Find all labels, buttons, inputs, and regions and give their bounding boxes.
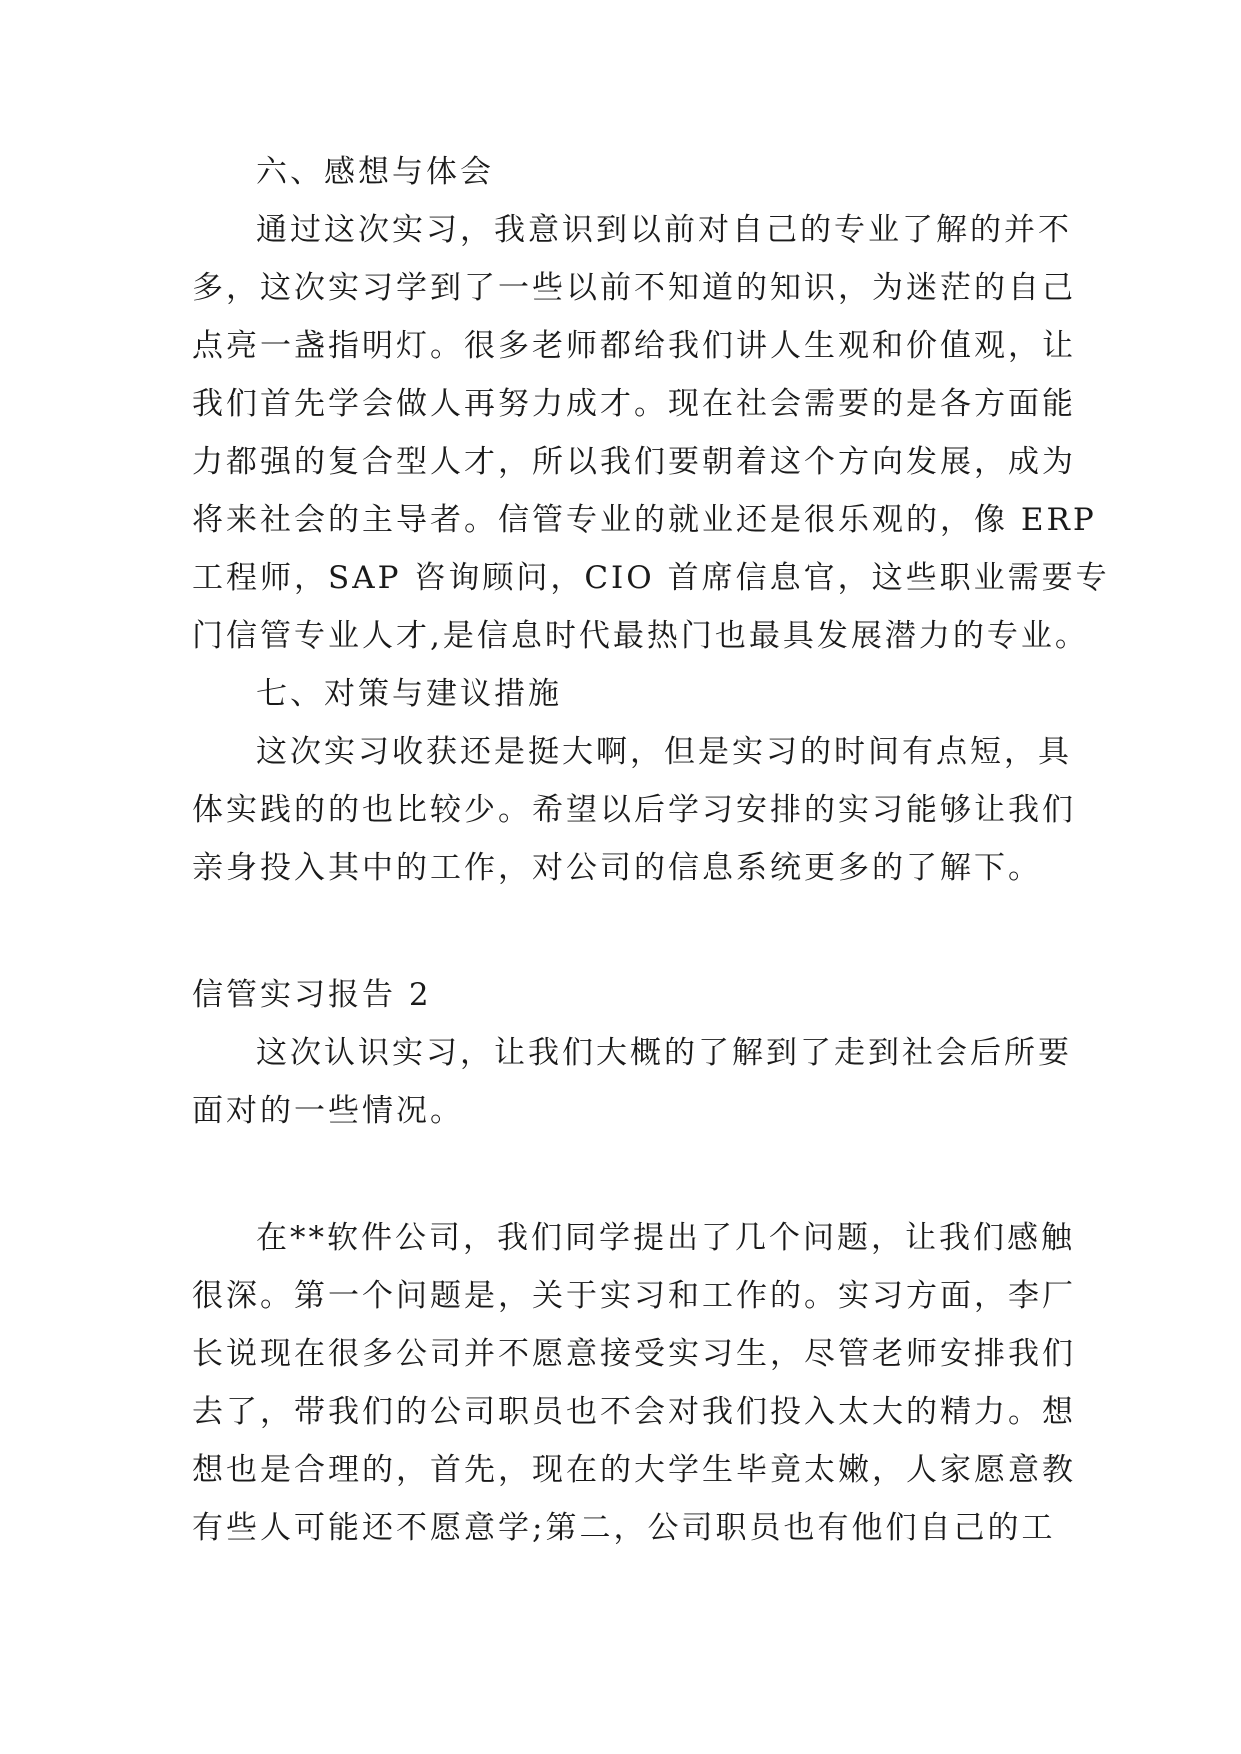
paragraph-line: 亲身投入其中的工作，对公司的信息系统更多的了解下。 [192,850,1042,886]
paragraph-line: 点亮一盏指明灯。很多老师都给我们讲人生观和价值观，让 [192,328,1076,364]
paragraph-line: 力都强的复合型人才，所以我们要朝着这个方向发展，成为 [192,444,1076,480]
paragraph-line: 想也是合理的，首先，现在的大学生毕竟太嫩，人家愿意教 [192,1452,1076,1488]
section-heading-6: 六、感想与体会 [256,154,494,190]
paragraph-line: 这次实习收获还是挺大啊，但是实习的时间有点短，具 [256,734,1072,770]
report-title: 信管实习报告 2 [192,977,432,1013]
paragraph-line: 面对的一些情况。 [192,1093,464,1129]
paragraph-line: 门信管专业人才,是信息时代最热门也最具发展潜力的专业。 [192,618,1089,654]
paragraph-line: 在**软件公司，我们同学提出了几个问题，让我们感触 [256,1220,1075,1256]
paragraph-line: 有些人可能还不愿意学;第二，公司职员也有他们自己的工 [192,1510,1056,1546]
paragraph-line: 我们首先学会做人再努力成才。现在社会需要的是各方面能 [192,386,1076,422]
section-heading-7: 七、对策与建议措施 [256,676,562,712]
paragraph-line: 这次认识实习，让我们大概的了解到了走到社会后所要 [256,1035,1072,1071]
paragraph-line: 工程师，SAP 咨询顾问，CIO 首席信息官，这些职业需要专 [192,560,1110,596]
paragraph-line: 通过这次实习，我意识到以前对自己的专业了解的并不 [256,212,1072,248]
paragraph-line: 去了，带我们的公司职员也不会对我们投入太大的精力。想 [192,1394,1076,1430]
paragraph-line: 多，这次实习学到了一些以前不知道的知识，为迷茫的自己 [192,270,1076,306]
paragraph-line: 体实践的的也比较少。希望以后学习安排的实习能够让我们 [192,792,1076,828]
paragraph-line: 长说现在很多公司并不愿意接受实习生，尽管老师安排我们 [192,1336,1076,1372]
paragraph-line: 很深。第一个问题是，关于实习和工作的。实习方面，李厂 [192,1278,1076,1314]
paragraph-line: 将来社会的主导者。信管专业的就业还是很乐观的，像 ERP [192,502,1097,538]
